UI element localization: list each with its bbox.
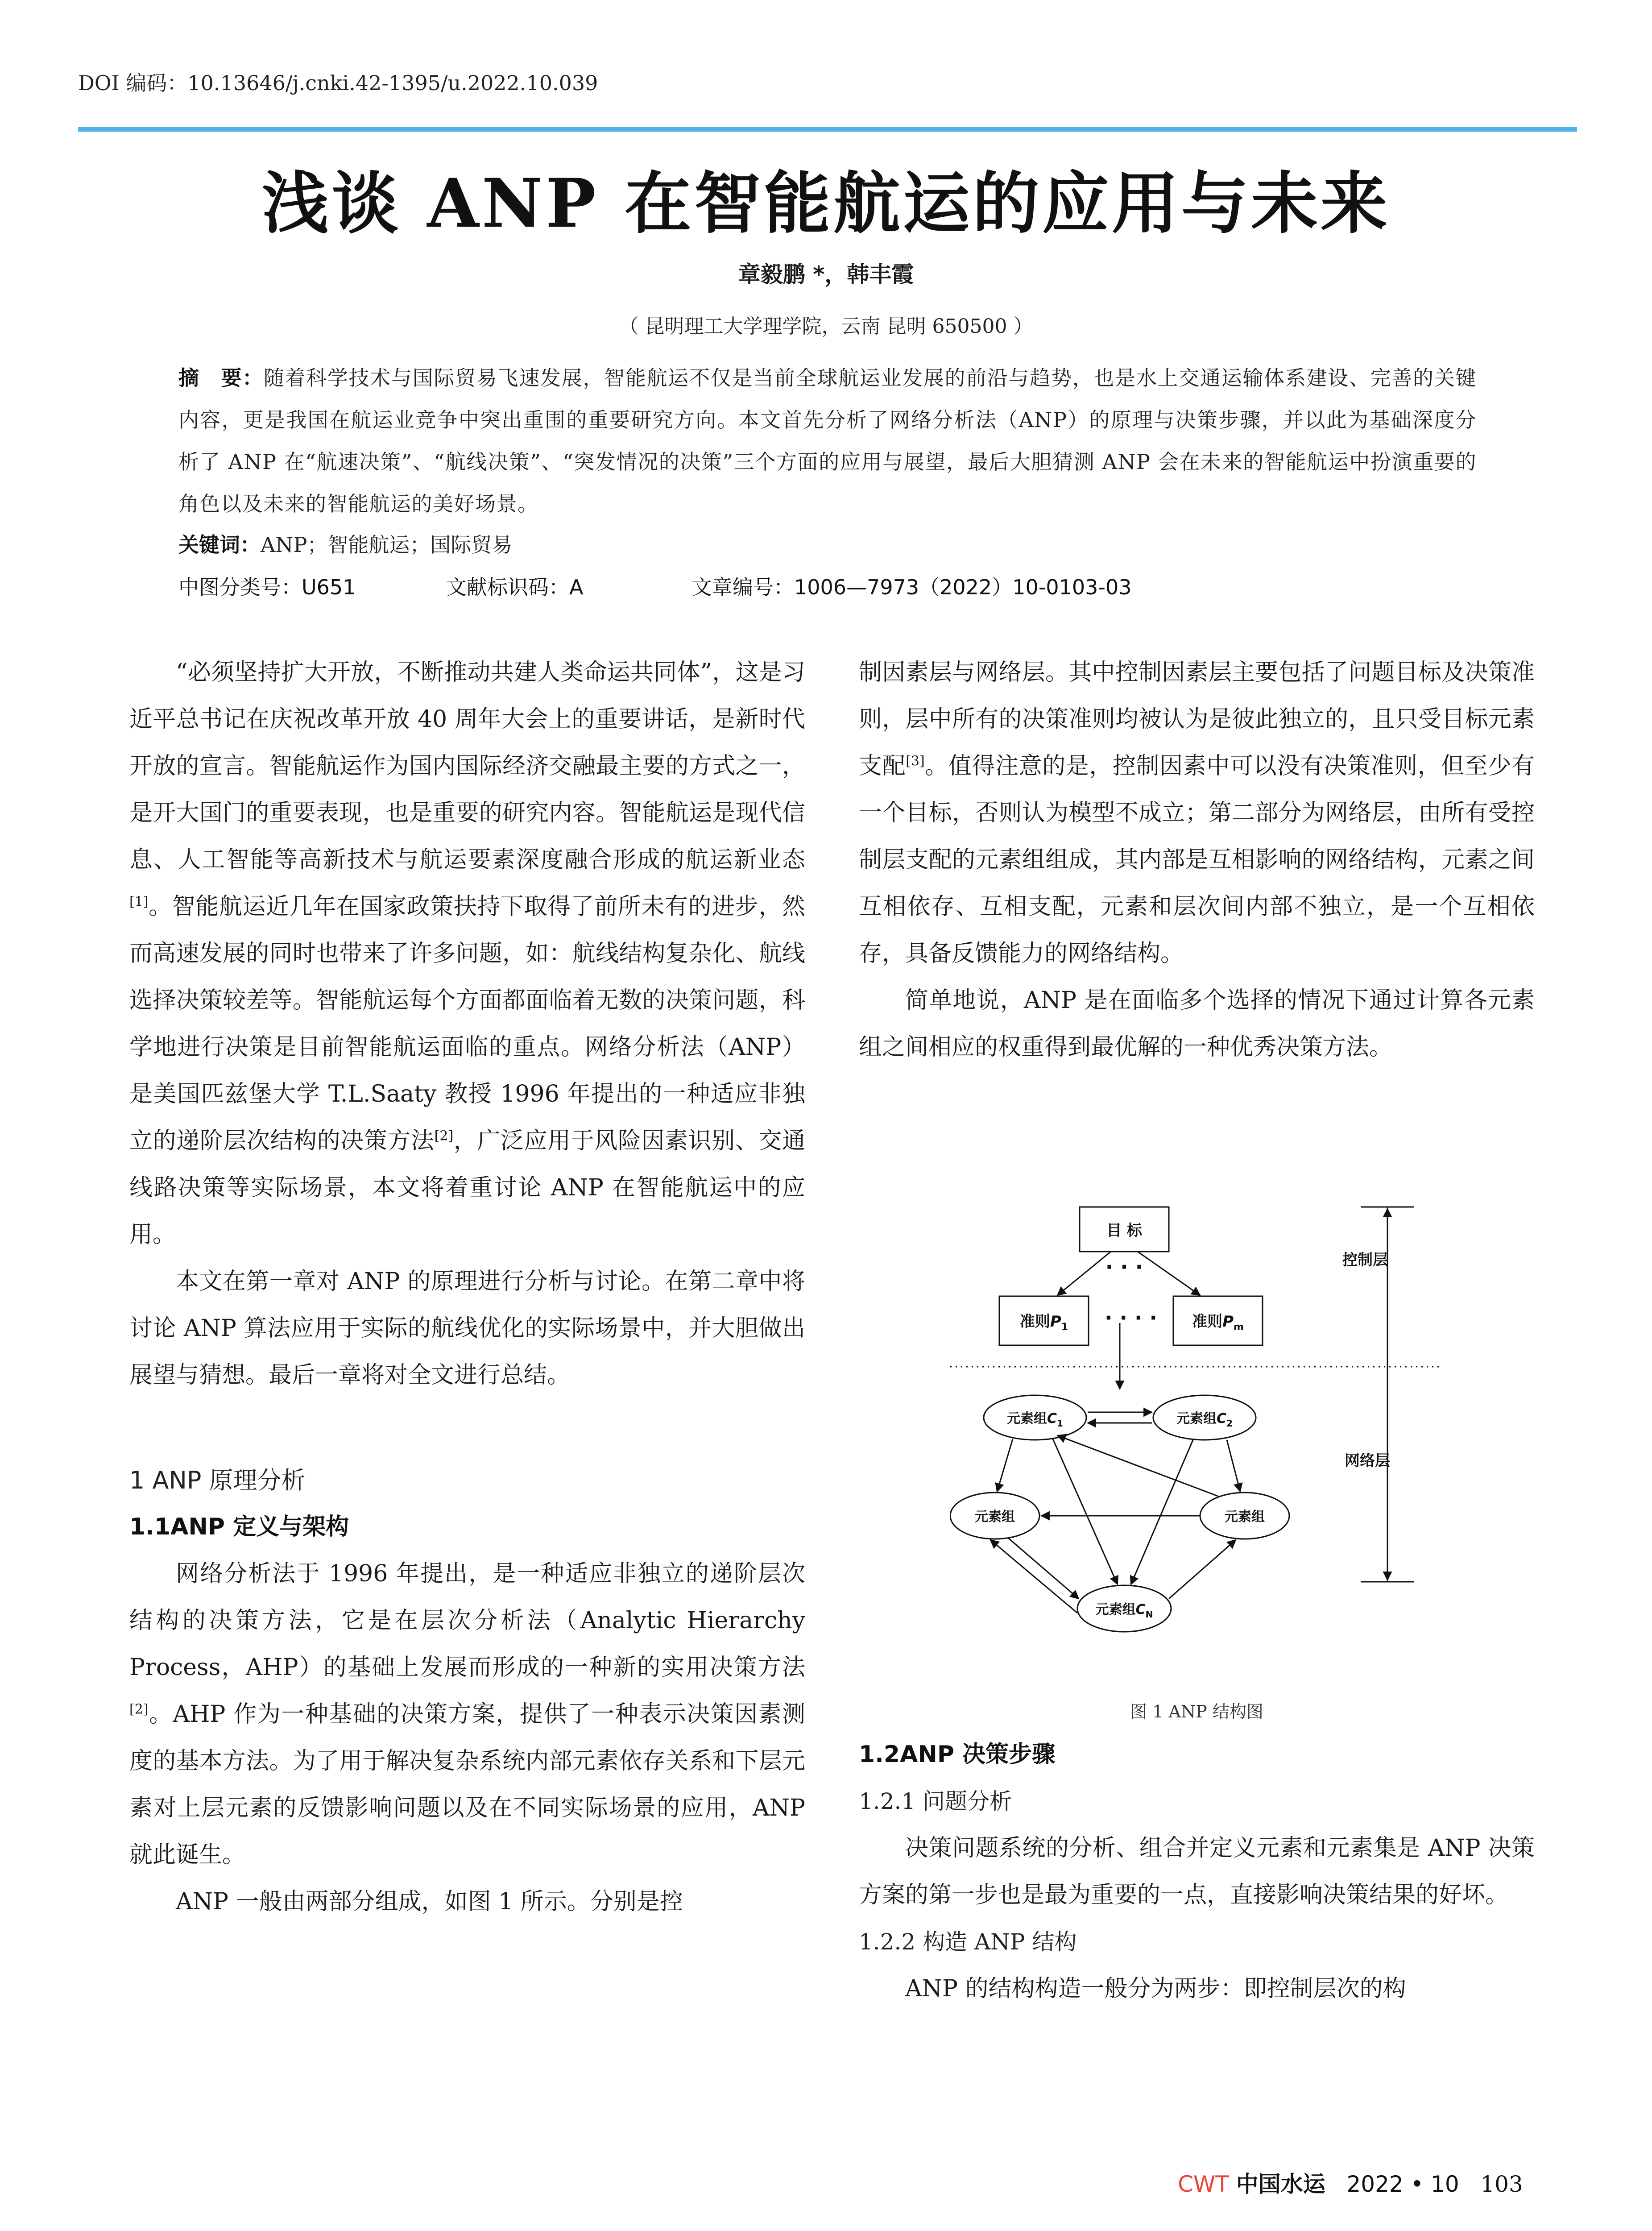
clc-number: 中图分类号：U651 (178, 575, 356, 599)
right-column-lower (859, 1731, 1535, 2012)
criterion-m-label: 准则 (1192, 1313, 1223, 1331)
paragraph: 简单地说，ANP 是在面临多个选择的情况下通过计算各元素组之间相应的权重得到最优解的一种优秀决策方法。 (859, 987, 1535, 1061)
svg-text:准则Pm: 准则$P_m$ (1192, 1313, 1244, 1333)
cn-label: 元素组 (1095, 1602, 1136, 1617)
section-heading-1-2: 1.2ANP 决策步骤 (859, 1741, 1056, 1768)
section-heading-1-2-2: 1.2.2 构造 ANP 结构 (859, 1929, 1077, 1955)
article-number: 文章编号：1006—7973（2022）10-0103-03 (691, 575, 1132, 599)
issue: 2022 • 10 (1346, 2171, 1459, 2197)
right-column (859, 649, 1535, 1071)
paragraph: 制因素层与网络层。其中控制因素层主要包括了问题目标及决策准则，层中所有的决策准则均被认为是彼此独立的，且只受目标元素支配[3]。值得注意的是，控制因素中可以没有决策准则，但至少有一个目标，否则认为模型不成立；第二部分为网络层，由所有受控制层支配的元素组组成，其内部是互相影响的网络结构，元素之间互相依存、互相支配，元素和层次间内部不独立，是一个互相依存，具备反馈能力的网络结构。 (859, 659, 1535, 967)
paragraph: “必须坚持扩大开放，不断推动共建人类命运共同体”，这是习近平总书记在庆祝改革开放 40 周年大会上的重要讲话，是新时代开放的宣言。智能航运作为国内国际经济交融最主要的方式之一，是开大国门的重要表现，也是重要的研究内容。智能航运是现代信息、人工智能等高新技术与航运要素深度融合形成的航运新业态[1]。智能航运近几年在国家政策扶持下取得了前所未有的进步，然而高速发展的同时也带来了许多问题，如：航线结构复杂化、航线选择决策较差等。智能航运每个方面都面临着无数的决策问题，科学地进行决策是目前智能航运面临的重点。网络分析法（ANP）是美国匹兹堡大学 T.L.Saaty 教授 1996 年提出的一种适应非独立的递阶层次结构的决策方法[2]，广泛应用于风险因素识别、交通线路决策等实际场景，本文将着重讨论 ANP 在智能航运中的应用。 (129, 659, 805, 1248)
dots-mid: · · · · (1105, 1306, 1157, 1330)
svg-text:准则P1: 准则$P_1$ (1019, 1313, 1068, 1333)
citation: [3] (906, 753, 925, 769)
control-layer-label: 控制层 (1342, 1251, 1388, 1269)
doi-line: DOI 编码：10.13646/j.cnki.42-1395/u.2022.10.039 (78, 71, 598, 95)
left-column (129, 649, 805, 1925)
dots-top: · · · (1105, 1255, 1143, 1279)
right-group-label: 元素组 (1225, 1509, 1265, 1525)
criterion-1-label: 准则 (1019, 1313, 1050, 1331)
paragraph: ANP 一般由两部分组成，如图 1 所示。分别是控 (176, 1888, 683, 1915)
keywords (178, 529, 512, 558)
left-group-label: 元素组 (975, 1509, 1015, 1525)
svg-text:元素组C2: 元素组$C_2$ (1176, 1411, 1233, 1429)
affiliation: （ 昆明理工大学理学院，云南 昆明 650500 ） (619, 315, 1033, 338)
cwt-logo: CWT (1178, 2171, 1229, 2197)
citation: [1] (129, 894, 149, 910)
c2-label: 元素组 (1176, 1411, 1217, 1427)
svg-text:元素组C1: 元素组$C_1$ (1007, 1411, 1063, 1429)
abstract-text: 随着科学技术与国际贸易飞速发展，智能航运不仅是当前全球航运业发展的前沿与趋势，也是水上交通运输体系建设、完善的关键内容，更是我国在航运业竞争中突出重围的重要研究方向。本文首先分析了网络分析法（ANP）的原理与决策步骤，并以此为基础深度分析了 ANP 在“航速决策”、“航线决策”、“突发情况的决策”三个方面的应用与展望，最后大胆猜测 ANP 会在未来的智能航运中扮演重要的角色以及未来的智能航运的美好场景。 (178, 366, 1477, 516)
page-number: 103 (1480, 2171, 1523, 2197)
svg-text:元素组CN: 元素组$C_N$ (1095, 1602, 1153, 1620)
abstract-label: 摘 要： (178, 366, 264, 390)
document-code: 文献标识码：A (446, 575, 584, 599)
section-heading-1: 1 ANP 原理分析 (129, 1466, 306, 1494)
figure-caption: 图 1 ANP 结构图 (1130, 1702, 1263, 1721)
paragraph: ANP 的结构构造一般分为两步：即控制层次的构 (905, 1975, 1406, 2002)
abstract (178, 357, 1477, 525)
journal-name: 中国水运 (1236, 2171, 1325, 2197)
article-title: 浅谈 ANP 在智能航运的应用与未来 (262, 164, 1390, 243)
section-heading-1-2-1: 1.2.1 问题分析 (859, 1788, 1012, 1814)
keywords-text: ANP；智能航运；国际贸易 (261, 533, 513, 557)
anp-structure-figure (950, 1189, 1450, 1671)
authors: 章毅鹏 *，韩丰霞 (738, 261, 914, 287)
goal-label: 目 标 (1106, 1222, 1142, 1240)
keywords-label: 关键词： (178, 533, 261, 557)
page-footer (1178, 2166, 1523, 2198)
network-layer-label: 网络层 (1345, 1452, 1390, 1470)
paragraph: 本文在第一章对 ANP 的原理进行分析与讨论。在第二章中将讨论 ANP 算法应用于实际的航线优化的实际场景中，并大胆做出展望与猜想。最后一章将对全文进行总结。 (129, 1268, 805, 1389)
header-rule (78, 127, 1577, 132)
paragraph: 网络分析法于 1996 年提出，是一种适应非独立的递阶层次结构的决策方法，它是在层次分析法（Analytic Hierarchy Process，AHP）的基础上发展而形成的一种新的实用决策方法[2]。AHP 作为一种基础的决策方案，提供了一种表示决策因素测度的基本方法。为了用于解决复杂系统内部元素依存关系和下层元素对上层元素的反馈影响问题以及在不同实际场景的应用，ANP 就此诞生。 (129, 1560, 805, 1868)
paragraph: 决策问题系统的分析、组合并定义元素和元素集是 ANP 决策方案的第一步也是最为重要的一点，直接影响决策结果的好坏。 (859, 1835, 1535, 1908)
c1-label: 元素组 (1007, 1411, 1048, 1427)
citation: [2] (434, 1128, 454, 1144)
section-heading-1-1: 1.1ANP 定义与架构 (129, 1514, 349, 1540)
citation: [2] (129, 1701, 149, 1717)
